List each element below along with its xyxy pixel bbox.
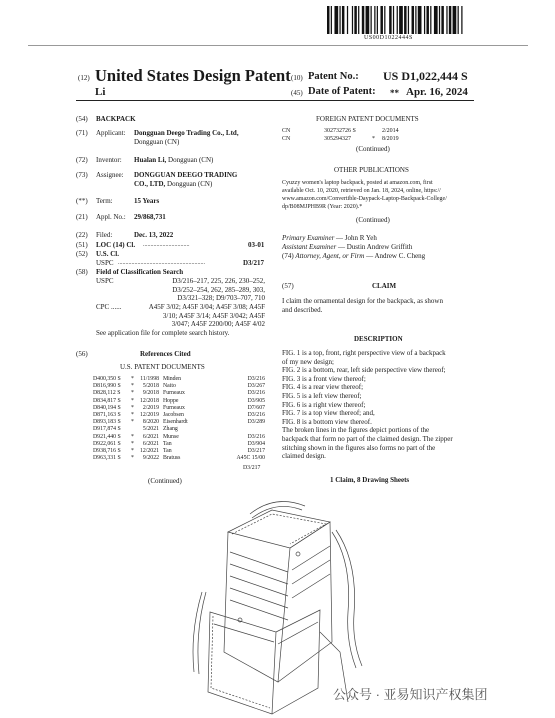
attorney-name: — Andrew C. Cheng <box>366 252 426 260</box>
code-51: (51) <box>76 241 88 249</box>
reference-row <box>93 412 265 419</box>
assistant-examiner-label: Assistant Examiner <box>282 243 337 251</box>
patent-date: Apr. 16, 2024 <box>406 86 468 98</box>
other-pub-line-3: www.amazon.com/Convertible-Daypack-Laptop-Backpack-College/ <box>282 196 447 202</box>
reference-star: * <box>131 397 134 404</box>
reference-row <box>93 419 265 426</box>
barcode-bar <box>331 6 332 34</box>
reference-row <box>93 434 265 441</box>
reference-class: D3/216 <box>247 376 265 382</box>
barcode-bar <box>461 6 462 34</box>
reference-number: D840,194 S <box>93 404 121 411</box>
reference-inventor: Tan <box>163 448 172 455</box>
description-line: FIG. 3 is a front view thereof; <box>282 374 366 383</box>
barcode-image <box>327 6 465 34</box>
reference-number: D917,874 S <box>93 426 121 433</box>
reference-date: 6/2021 <box>142 440 159 447</box>
filed-value: Dec. 13, 2022 <box>134 231 174 239</box>
reference-number: D922,061 S <box>93 440 121 447</box>
applicant-name: Dongguan Deego Trading Co., Ltd, <box>134 129 239 137</box>
code-57: (57) <box>282 282 294 290</box>
inventor-name: Hualan Li, <box>134 156 167 164</box>
reference-number: D828,112 S <box>93 390 121 397</box>
barcode-bar <box>327 6 329 34</box>
reference-inventor: Zhang <box>163 426 178 433</box>
reference-row <box>93 376 265 383</box>
reference-inventor: Jacobsen <box>163 412 184 419</box>
barcode-bar <box>397 6 398 34</box>
reference-row <box>93 398 265 405</box>
reference-star: * <box>131 448 134 455</box>
primary-examiner-name: — John R Yeh <box>336 234 377 242</box>
code-73: (73) <box>76 171 88 179</box>
code-52: (52) <box>76 250 88 258</box>
reference-inventor: Minden <box>163 376 182 382</box>
description-line: FIG. 2 is a bottom, rear, left side perspective view thereof; <box>282 366 446 375</box>
description-line: of my new design; <box>282 357 334 366</box>
reference-date: 8/2020 <box>142 419 159 426</box>
reference-star: * <box>131 376 134 382</box>
code-10: (10) <box>291 74 303 82</box>
inventor-label: Inventor: <box>96 156 122 164</box>
reference-class: D3/904 <box>247 440 265 447</box>
reference-class: D3/217 <box>247 448 265 455</box>
barcode-bar <box>362 6 364 34</box>
filed-label: Filed: <box>96 231 113 239</box>
appl-no-label: Appl. No.: <box>96 213 126 221</box>
reference-class: D3/216 <box>247 412 265 419</box>
barcode-bar <box>334 6 338 34</box>
field-cpc-label: CPC ...... <box>96 303 122 311</box>
barcode-bar <box>430 6 431 34</box>
claim-line-2: and described. <box>282 305 323 314</box>
reference-class: D3/267 <box>247 383 265 390</box>
reference-row <box>93 455 265 462</box>
reference-class: D3/289 <box>247 419 265 426</box>
reference-row <box>93 390 265 397</box>
assistant-examiner-name: — Dustin Andrew Griffith <box>338 243 413 251</box>
description-line: stitching shown in the figures also forms no part of the <box>282 443 436 452</box>
reference-date: 6/2021 <box>142 433 159 440</box>
assignee-name-2: CO., LTD, <box>134 179 166 188</box>
reference-row <box>93 441 265 448</box>
term-label: Term: <box>96 197 113 205</box>
reference-inventor: Bratuss <box>163 455 181 462</box>
field-cpc-line-3: 3/047; A45F 2200/00; A45F 4/02 <box>171 320 265 328</box>
reference-inventor: Furneaux <box>163 404 185 411</box>
reference-number: D400,350 S <box>93 376 121 382</box>
foreign-table <box>282 128 482 143</box>
field-cpc-line-1: A45F 3/02; A45F 3/04; A45F 3/08; A45F <box>148 303 265 311</box>
barcode-bar <box>424 6 425 34</box>
title-rule <box>76 100 474 101</box>
appl-no-value: 29/868,731 <box>134 213 166 221</box>
inventor-value <box>134 156 213 165</box>
barcode-bar <box>415 6 416 34</box>
foreign-country: CN <box>282 128 291 134</box>
barcode-bar <box>404 6 406 34</box>
references-heading: References Cited <box>140 350 191 358</box>
attorney <box>282 252 425 261</box>
reference-row <box>93 448 265 455</box>
reference-class: D7/607 <box>247 404 265 411</box>
foreign-continued: (Continued) <box>356 145 390 153</box>
field-uspc-line-1: D3/216–217, 225, 226, 230–252, <box>172 277 265 285</box>
barcode-bar <box>393 6 394 34</box>
uspc-label: USPC <box>96 258 114 267</box>
barcode-bar <box>399 6 403 34</box>
barcode-bar <box>412 6 414 34</box>
loc-value: 03-01 <box>248 241 265 249</box>
uspc-value: D3/217 <box>243 258 264 267</box>
barcode-bar <box>408 6 409 34</box>
reference-extra-class: D3/217 <box>243 465 261 471</box>
foreign-date: 2/2014 <box>382 128 399 134</box>
barcode-bar <box>434 6 438 34</box>
barcode-bar <box>347 6 348 34</box>
field-search-label: Field of Classification Search <box>96 268 184 276</box>
reference-date: 12/2021 <box>139 448 159 455</box>
barcode-bar <box>441 6 443 34</box>
references-table <box>93 376 265 462</box>
assignee-label: Assignee: <box>96 171 124 179</box>
code-45: (45) <box>291 89 303 97</box>
field-uspc-label: USPC <box>96 277 114 285</box>
barcode-bar <box>352 6 353 34</box>
reference-star: * <box>131 433 134 440</box>
foreign-number: 302732726 S <box>324 128 356 134</box>
attorney-label: Attorney, Agent, or Firm <box>295 252 365 260</box>
reference-number: D938,716 S <box>93 448 121 455</box>
reference-date: 11/1998 <box>140 376 159 382</box>
barcode-bar <box>339 6 340 34</box>
reference-number: D963,331 S <box>93 455 121 462</box>
assignee-city: Dongguan (CN) <box>167 179 213 188</box>
patent-title: United States Design Patent <box>95 66 291 85</box>
references-continued: (Continued) <box>148 477 182 485</box>
description-line: backpack that form no part of the claimed design. The zipper <box>282 434 453 443</box>
barcode-bar <box>439 6 440 34</box>
date-stars: ** <box>390 88 399 98</box>
barcode-bar <box>358 6 359 34</box>
header-rule <box>28 45 528 46</box>
description-body <box>282 349 482 461</box>
reference-row <box>93 383 265 390</box>
foreign-row <box>282 128 482 136</box>
loc-dots: ............................... <box>143 242 190 248</box>
reference-date: 5/2018 <box>142 383 159 390</box>
reference-class: D3/216 <box>247 433 265 440</box>
us-docs-heading: U.S. PATENT DOCUMENTS <box>120 363 205 371</box>
assignee-name-1: DONGGUAN DEEGO TRADING <box>134 171 238 179</box>
reference-number: D921,440 S <box>93 433 121 440</box>
reference-star: * <box>131 455 134 462</box>
barcode-bar <box>389 6 391 34</box>
reference-row <box>93 426 265 433</box>
barcode-bar <box>380 6 382 34</box>
reference-date: 5/2021 <box>142 426 159 433</box>
loc-label: LOC (14) Cl. <box>96 241 136 249</box>
reference-inventor: Eisenhardt <box>163 419 188 426</box>
foreign-heading: FOREIGN PATENT DOCUMENTS <box>316 115 419 123</box>
reference-class: D3/905 <box>247 397 265 404</box>
barcode-number: US00D1022444S <box>364 35 413 41</box>
reference-number: D816,990 S <box>93 383 121 390</box>
primary-examiner <box>282 234 377 243</box>
watermark-text: 公众号 · 亚易知识产权集团 <box>333 687 488 702</box>
barcode-bar <box>377 6 378 34</box>
other-pub-heading: OTHER PUBLICATIONS <box>334 166 409 174</box>
reference-star: * <box>131 383 134 390</box>
description-line: FIG. 1 is a top, front, right perspective view of a backpack <box>282 349 446 357</box>
barcode-bar <box>449 6 451 34</box>
barcode-bar <box>426 6 428 34</box>
design-title: BACKPACK <box>96 115 136 123</box>
reference-date: 12/2018 <box>139 397 159 404</box>
code-71: (71) <box>76 129 88 137</box>
reference-number: D834,817 S <box>93 397 121 404</box>
barcode-bar <box>342 6 344 34</box>
reference-star: * <box>131 440 134 447</box>
code-21: (21) <box>76 213 88 221</box>
reference-star: * <box>131 404 134 411</box>
description-line: FIG. 5 is a left view thereof; <box>282 391 362 400</box>
description-line: claimed design. <box>282 452 326 461</box>
barcode-bar <box>384 6 385 34</box>
other-pub-line-1: Cyuzzy women's laptop backpack, posted at amazon.com, first <box>282 180 433 186</box>
reference-number: D871,163 S <box>93 412 121 419</box>
assignee-line-2 <box>134 180 212 189</box>
field-uspc-line-2: D3/252–254, 262, 285–289, 303, <box>172 285 265 294</box>
other-pub-line-2: available Oct. 10, 2020, retrieved on Jan. 18, 2024, online, https:// <box>282 188 441 194</box>
barcode-bar <box>354 6 356 34</box>
inventor-city: Dongguan (CN) <box>168 156 214 164</box>
uspc-dots: .......................................................... <box>118 259 205 266</box>
other-pub-continued: (Continued) <box>356 216 390 224</box>
description-heading: DESCRIPTION <box>354 335 403 343</box>
reference-class: D3/216 <box>247 390 265 397</box>
barcode-bar <box>371 6 372 34</box>
reference-date: 2/2019 <box>142 404 159 411</box>
code-74: (74) <box>282 252 294 260</box>
reference-date: 9/2022 <box>142 455 159 462</box>
reference-row <box>93 405 265 412</box>
field-uspc-line-3: D3/321–328; D9/703–707, 710 <box>177 294 265 302</box>
code-58: (58) <box>76 268 88 276</box>
claim-heading: CLAIM <box>372 282 397 290</box>
description-line: FIG. 8 is a bottom view thereof. <box>282 417 372 426</box>
reference-inventor: Hoppe <box>163 397 179 404</box>
code-72: (72) <box>76 156 88 164</box>
reference-inventor: Naito <box>163 383 176 390</box>
uscl-label: U.S. Cl. <box>96 250 119 258</box>
description-line: FIG. 7 is a top view thereof; and, <box>282 409 375 418</box>
patent-number: US D1,022,444 S <box>383 69 468 83</box>
claim-line-1: I claim the ornamental design for the backpack, as shown <box>282 297 443 305</box>
reference-star: * <box>131 412 134 419</box>
barcode-bar <box>446 6 447 34</box>
foreign-star: * <box>372 135 375 142</box>
reference-star: * <box>131 419 134 426</box>
inventor-lastname: Li <box>95 86 106 98</box>
code-22: (22) <box>76 231 88 239</box>
field-cpc-line-2: 3/10; A45F 3/14; A45F 3/042; A45F <box>162 311 265 320</box>
applicant-city: Dongguan (CN) <box>134 137 180 146</box>
description-line: FIG. 4 is a rear view thereof; <box>282 383 364 392</box>
reference-number: D893,183 S <box>93 419 121 426</box>
code-12: (12) <box>78 74 90 82</box>
reference-star: * <box>131 390 134 397</box>
foreign-row <box>282 136 482 144</box>
barcode-bar <box>366 6 370 34</box>
other-pub-line-4: dp/B08MJPHB9R (Year: 2020).* <box>282 204 363 210</box>
code-54: (54) <box>76 115 88 123</box>
primary-examiner-label: Primary Examiner <box>282 234 335 242</box>
reference-date: 12/2019 <box>139 412 159 419</box>
foreign-number: 305294327 <box>324 135 351 142</box>
code-term: (**) <box>76 197 88 205</box>
foreign-date: 8/2019 <box>382 135 399 142</box>
date-label: Date of Patent: <box>308 86 376 97</box>
reference-class <box>212 426 265 433</box>
patent-no-label: Patent No.: <box>308 71 359 82</box>
term-value: 15 Years <box>134 197 160 205</box>
reference-date: 9/2018 <box>142 390 159 397</box>
foreign-country: CN <box>282 135 291 142</box>
description-line: The broken lines in the figures depict portions of the <box>282 426 430 435</box>
assistant-examiner <box>282 243 412 252</box>
reference-inventor: Munse <box>163 433 179 440</box>
claims-sheets-summary: 1 Claim, 8 Drawing Sheets <box>330 476 410 484</box>
reference-inventor: Tan <box>163 440 172 447</box>
reference-inventor: Furneaux <box>163 390 185 397</box>
code-56: (56) <box>76 350 88 358</box>
reference-class: A45C 15/00 <box>236 455 265 462</box>
barcode-bar <box>418 6 422 34</box>
applicant-label: Applicant: <box>96 129 126 137</box>
barcode-bar <box>458 6 459 34</box>
field-see-note: See application file for complete search history. <box>96 329 230 337</box>
barcode-bar <box>453 6 457 34</box>
description-line: FIG. 6 is a right view thereof; <box>282 400 366 409</box>
barcode-bar <box>374 6 375 34</box>
